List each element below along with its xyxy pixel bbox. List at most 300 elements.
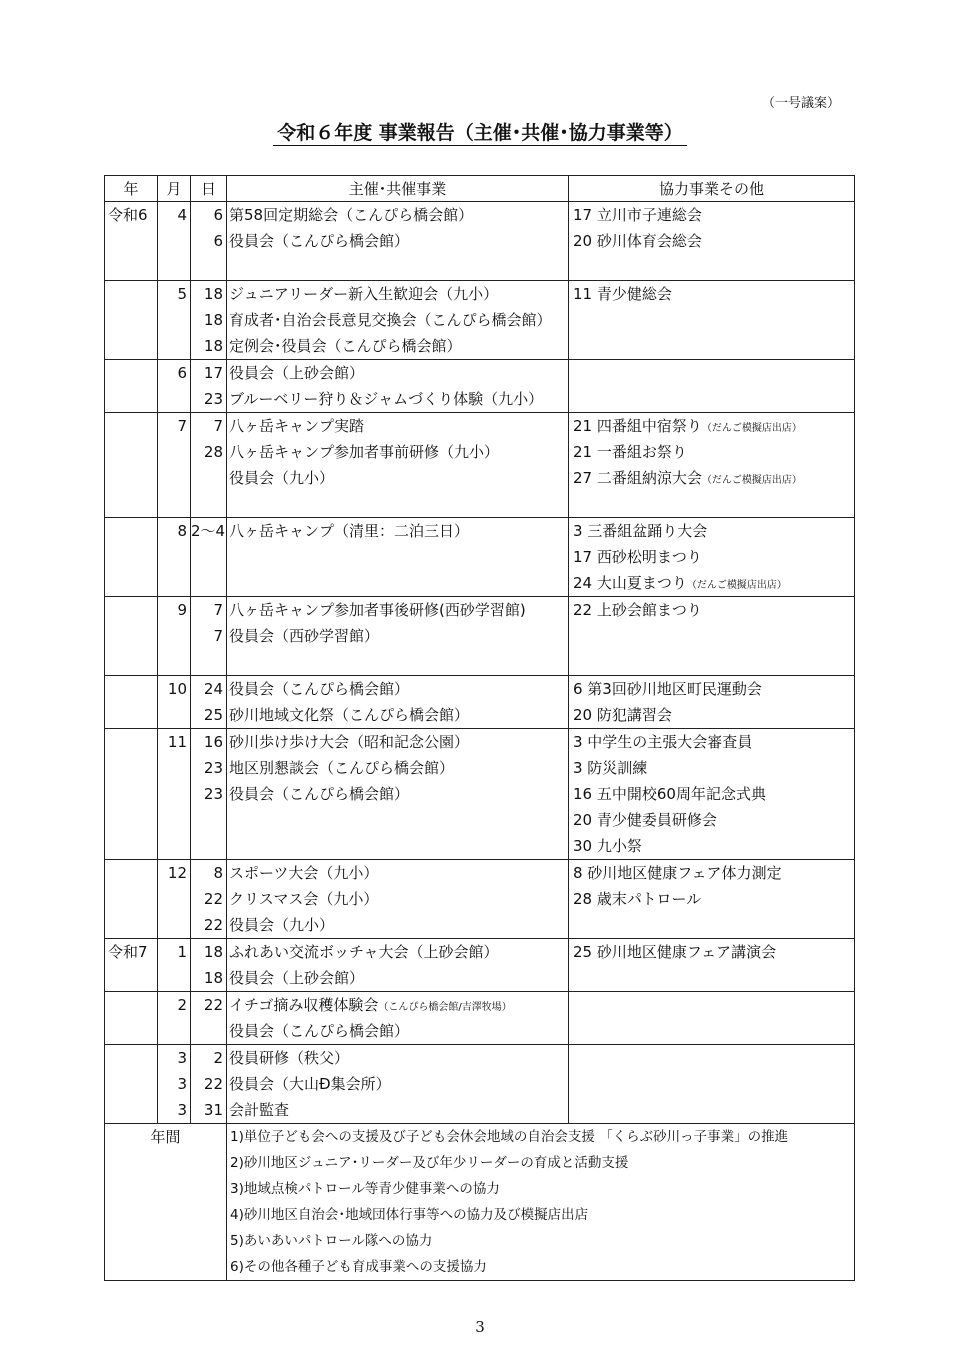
cooperation-event xyxy=(569,939,854,965)
main-event-text: 八ヶ岳キャンプ実踏 xyxy=(229,417,365,435)
month xyxy=(158,623,190,649)
cooperation-event xyxy=(569,1071,854,1097)
main-event xyxy=(227,570,568,596)
cooperation-event xyxy=(569,781,854,807)
main-event-text: 八ヶ岳キャンプ（清里：二泊三日） xyxy=(229,522,470,540)
day xyxy=(191,833,226,859)
day-cell xyxy=(191,597,227,676)
table-row xyxy=(105,939,855,992)
month xyxy=(158,702,190,728)
cooperation-event xyxy=(569,597,854,623)
day xyxy=(191,1045,226,1071)
year xyxy=(105,570,157,596)
main-events-cell xyxy=(227,992,569,1045)
cooperation-cell xyxy=(569,281,855,360)
cooperation-event-text: 28 歳末パトロール xyxy=(573,890,702,908)
main-event-text: ブルーベリー狩り＆ジャムづくり体験（九小） xyxy=(229,390,544,408)
cooperation-event xyxy=(569,965,854,991)
day-cell xyxy=(191,939,227,992)
main-event xyxy=(227,544,568,570)
main-event xyxy=(227,307,568,333)
cooperation-event xyxy=(569,254,854,280)
day-cell xyxy=(191,202,227,281)
main-event-text: 会計監査 xyxy=(229,1101,290,1119)
year-cell xyxy=(105,518,158,597)
cooperation-event-text: 3 三番組盆踊り大会 xyxy=(573,522,708,540)
year xyxy=(105,465,157,491)
table-row xyxy=(105,729,855,860)
table-row xyxy=(105,676,855,729)
header-day: 日 xyxy=(191,176,227,202)
day-cell xyxy=(191,518,227,597)
cooperation-event xyxy=(569,439,854,465)
main-event-text: 役員会（西砂学習館） xyxy=(229,627,380,645)
year-cell xyxy=(105,413,158,518)
day xyxy=(191,386,226,412)
cooperation-event-text: 24 大山夏まつり xyxy=(573,574,687,592)
month xyxy=(158,491,190,517)
month xyxy=(158,965,190,991)
page-title xyxy=(0,118,960,145)
cooperation-event xyxy=(569,202,854,228)
month xyxy=(158,939,190,965)
cooperation-event-text: 20 青少健委員研修会 xyxy=(573,811,717,829)
month-text: 3 xyxy=(177,1049,187,1067)
header-year: 年 xyxy=(105,176,158,202)
day-text: 31 xyxy=(203,1101,223,1119)
day xyxy=(191,649,226,675)
main-event xyxy=(227,702,568,728)
annual-row xyxy=(105,1124,855,1281)
main-event xyxy=(227,807,568,833)
header-main-events: 主催･共催事業 xyxy=(227,176,569,202)
day-cell xyxy=(191,281,227,360)
cooperation-event xyxy=(569,307,854,333)
cooperation-event-text: 21 四番組中宿祭り xyxy=(573,417,702,435)
day xyxy=(191,755,226,781)
month xyxy=(158,413,190,439)
year xyxy=(105,333,157,359)
cooperation-event xyxy=(569,281,854,307)
main-events-cell xyxy=(227,413,569,518)
cooperation-cell xyxy=(569,676,855,729)
month xyxy=(158,518,190,544)
month xyxy=(158,570,190,596)
main-event xyxy=(227,254,568,280)
month xyxy=(158,676,190,702)
month xyxy=(158,649,190,675)
cooperation-event-text: 22 上砂会館まつり xyxy=(573,601,702,619)
month xyxy=(158,333,190,359)
year xyxy=(105,491,157,517)
main-event-text: 役員会（こんぴら橋会館） xyxy=(229,680,410,698)
table-row xyxy=(105,413,855,518)
cooperation-cell xyxy=(569,360,855,413)
year-cell xyxy=(105,939,158,992)
main-event xyxy=(227,1071,568,1097)
month xyxy=(158,860,190,886)
day-cell xyxy=(191,676,227,729)
month-cell xyxy=(158,597,191,676)
month xyxy=(158,386,190,412)
day xyxy=(191,413,226,439)
cooperation-cell xyxy=(569,939,855,992)
month xyxy=(158,729,190,755)
main-event-text: 第58回定期総会（こんぴら橋会館） xyxy=(229,206,474,224)
day xyxy=(191,781,226,807)
cooperation-event xyxy=(569,755,854,781)
cooperation-cell xyxy=(569,597,855,676)
annual-item-text: 5)あいあいパトロール隊への協力 xyxy=(230,1233,433,1249)
month-cell xyxy=(158,992,191,1045)
day xyxy=(191,729,226,755)
day xyxy=(191,360,226,386)
main-event xyxy=(227,649,568,675)
main-events-cell xyxy=(227,360,569,413)
main-event-text: スポーツ大会（九小） xyxy=(229,864,379,882)
day-text: 7 xyxy=(213,417,223,435)
day xyxy=(191,1018,226,1044)
main-event xyxy=(227,1018,568,1044)
month-text: 6 xyxy=(177,364,187,382)
month xyxy=(158,912,190,938)
table-row xyxy=(105,1045,855,1124)
cooperation-event-text: 6 第3回砂川地区町民運動会 xyxy=(573,680,762,698)
day xyxy=(191,912,226,938)
table-row xyxy=(105,281,855,360)
day xyxy=(191,1097,226,1123)
main-events-cell xyxy=(227,518,569,597)
year xyxy=(105,729,157,755)
main-event-text: 役員会（九小） xyxy=(229,916,335,934)
main-event-text: 砂川歩け歩け大会（昭和記念公園） xyxy=(229,733,470,751)
day xyxy=(191,518,226,544)
year-text: 令和6 xyxy=(108,206,148,224)
day-text: 18 xyxy=(203,337,223,355)
cooperation-event xyxy=(569,360,854,386)
day xyxy=(191,254,226,280)
cooperation-event xyxy=(569,228,854,254)
month xyxy=(158,1097,190,1123)
year xyxy=(105,649,157,675)
main-event-text: 役員会（上砂会館） xyxy=(229,969,365,987)
month xyxy=(158,807,190,833)
month xyxy=(158,228,190,254)
year xyxy=(105,992,157,1018)
cooperation-event-text: 16 五中開校60周年記念式典 xyxy=(573,785,766,803)
main-event xyxy=(227,1097,568,1123)
table-row xyxy=(105,597,855,676)
day xyxy=(191,702,226,728)
year xyxy=(105,965,157,991)
annual-item-text: 1)単位子ども会への支援及び子ども会休会地域の自治会支援 「くらぶ砂川っ子事業」の推進 xyxy=(230,1129,789,1145)
day-text: 2 xyxy=(213,1049,223,1067)
main-event xyxy=(227,202,568,228)
year xyxy=(105,518,157,544)
main-event-text: 役員研修（秩父） xyxy=(229,1049,350,1067)
year xyxy=(105,1097,157,1123)
main-event-text: ジュニアリーダー新入生歓迎会（九小） xyxy=(229,285,499,303)
main-events-cell xyxy=(227,729,569,860)
main-event-text: 砂川地域文化祭（こんぴら橋会館） xyxy=(229,706,470,724)
year xyxy=(105,281,157,307)
month-cell xyxy=(158,1045,191,1124)
cooperation-event xyxy=(569,992,854,1018)
main-event xyxy=(227,833,568,859)
month xyxy=(158,465,190,491)
month xyxy=(158,1045,190,1071)
report-table xyxy=(104,175,855,1281)
day xyxy=(191,570,226,596)
main-event-text: 定例会･役員会（こんぴら橋会館） xyxy=(229,337,462,355)
cooperation-event-text: 20 砂川体育会総会 xyxy=(573,232,702,250)
day xyxy=(191,491,226,517)
year xyxy=(105,807,157,833)
main-event xyxy=(227,465,568,491)
main-event xyxy=(227,781,568,807)
main-events-cell xyxy=(227,1045,569,1124)
day xyxy=(191,439,226,465)
main-event-text: 地区別懇談会（こんぴら橋会館） xyxy=(229,759,455,777)
main-event xyxy=(227,860,568,886)
month xyxy=(158,439,190,465)
day-text: 17 xyxy=(203,364,223,382)
cooperation-event xyxy=(569,413,854,439)
main-event-text: 役員会（大山Ð集会所） xyxy=(229,1075,391,1093)
year xyxy=(105,360,157,386)
day xyxy=(191,202,226,228)
month-text: 8 xyxy=(177,522,187,540)
day-cell xyxy=(191,860,227,939)
day-text: 18 xyxy=(203,943,223,961)
main-event xyxy=(227,228,568,254)
main-event xyxy=(227,518,568,544)
cooperation-event xyxy=(569,702,854,728)
cooperation-event xyxy=(569,1097,854,1123)
day xyxy=(191,965,226,991)
day-text: 23 xyxy=(203,390,223,408)
year-cell xyxy=(105,1045,158,1124)
month-text: 2 xyxy=(177,996,187,1014)
day-text: 25 xyxy=(203,706,223,724)
month-text: 10 xyxy=(167,680,187,698)
day-text: 28 xyxy=(203,443,223,461)
year xyxy=(105,307,157,333)
main-event xyxy=(227,333,568,359)
cooperation-cell xyxy=(569,1045,855,1124)
cooperation-event xyxy=(569,807,854,833)
cooperation-event-text: 3 防災訓練 xyxy=(573,759,648,777)
day-text: 24 xyxy=(203,680,223,698)
main-event xyxy=(227,491,568,517)
cooperation-event xyxy=(569,649,854,675)
month-text: 4 xyxy=(177,206,187,224)
year xyxy=(105,702,157,728)
cooperation-event xyxy=(569,465,854,491)
cooperation-event-text: 25 砂川地区健康フェア講演会 xyxy=(573,943,777,961)
day xyxy=(191,886,226,912)
year xyxy=(105,833,157,859)
day-text: 7 xyxy=(213,601,223,619)
cooperation-event-text: 20 防犯講習会 xyxy=(573,706,672,724)
year-cell xyxy=(105,992,158,1045)
table-row xyxy=(105,518,855,597)
day-text: 16 xyxy=(203,733,223,751)
cooperation-event-text: 21 一番組お祭り xyxy=(573,443,687,461)
day xyxy=(191,860,226,886)
header-cooperation: 協力事業その他 xyxy=(569,176,855,202)
annual-item xyxy=(227,1202,854,1228)
annual-item-text: 4)砂川地区自治会･地域団体行事等への協力及び模擬店出店 xyxy=(230,1207,589,1223)
cooperation-cell xyxy=(569,202,855,281)
year xyxy=(105,623,157,649)
month-text: 9 xyxy=(177,601,187,619)
year xyxy=(105,676,157,702)
main-event xyxy=(227,597,568,623)
main-event xyxy=(227,912,568,938)
main-event xyxy=(227,623,568,649)
main-event xyxy=(227,360,568,386)
month xyxy=(158,307,190,333)
day-text: 23 xyxy=(203,759,223,777)
note-text: （こんぴら橋会館/吉澤牧場） xyxy=(378,1002,512,1013)
main-event-text: 役員会（こんぴら橋会館） xyxy=(229,1022,410,1040)
month xyxy=(158,1018,190,1044)
main-events-cell xyxy=(227,860,569,939)
cooperation-event xyxy=(569,333,854,359)
main-event xyxy=(227,386,568,412)
main-event xyxy=(227,729,568,755)
year-cell xyxy=(105,281,158,360)
cooperation-event xyxy=(569,1045,854,1071)
day-text: 18 xyxy=(203,311,223,329)
day-cell xyxy=(191,729,227,860)
year xyxy=(105,202,157,228)
day-text: 6 xyxy=(213,232,223,250)
day xyxy=(191,807,226,833)
day-text: 2～4 xyxy=(191,522,226,540)
month-cell xyxy=(158,360,191,413)
year xyxy=(105,1018,157,1044)
month-cell xyxy=(158,413,191,518)
cooperation-event xyxy=(569,1018,854,1044)
day xyxy=(191,597,226,623)
month xyxy=(158,755,190,781)
month xyxy=(158,597,190,623)
cooperation-event xyxy=(569,518,854,544)
main-events-cell xyxy=(227,939,569,992)
month-cell xyxy=(158,518,191,597)
month-text: 7 xyxy=(177,417,187,435)
report-body xyxy=(105,202,855,1124)
cooperation-event xyxy=(569,729,854,755)
table-row xyxy=(105,992,855,1045)
cooperation-cell xyxy=(569,729,855,860)
month xyxy=(158,202,190,228)
month xyxy=(158,1071,190,1097)
annual-item xyxy=(227,1176,854,1202)
main-event-text: 八ヶ岳キャンプ参加者事前研修（九小） xyxy=(229,443,500,461)
year-cell xyxy=(105,597,158,676)
month xyxy=(158,992,190,1018)
agenda-label: （一号議案） xyxy=(761,96,840,111)
day-text: 7 xyxy=(213,627,223,645)
month-text: 11 xyxy=(167,733,187,751)
day-text: 22 xyxy=(203,1075,223,1093)
table-row xyxy=(105,202,855,281)
header-month: 月 xyxy=(158,176,191,202)
year xyxy=(105,413,157,439)
cooperation-event xyxy=(569,912,854,938)
year-cell xyxy=(105,860,158,939)
main-event-text: 役員会（九小） xyxy=(229,469,335,487)
month-text: 12 xyxy=(167,864,187,882)
day xyxy=(191,544,226,570)
cooperation-event xyxy=(569,570,854,596)
main-event xyxy=(227,439,568,465)
annual-item-text: 6)その他各種子ども育成事業への支援協力 xyxy=(230,1259,487,1275)
cooperation-event xyxy=(569,623,854,649)
year xyxy=(105,439,157,465)
cooperation-event xyxy=(569,886,854,912)
day xyxy=(191,623,226,649)
annual-item-text: 3)地域点検パトロール等青少健事業への協力 xyxy=(230,1181,500,1197)
year xyxy=(105,912,157,938)
main-events-cell xyxy=(227,676,569,729)
month-cell xyxy=(158,202,191,281)
day xyxy=(191,307,226,333)
cooperation-event xyxy=(569,833,854,859)
day-text: 6 xyxy=(213,206,223,224)
main-events-cell xyxy=(227,202,569,281)
year xyxy=(105,781,157,807)
month xyxy=(158,254,190,280)
year xyxy=(105,228,157,254)
cooperation-event xyxy=(569,386,854,412)
main-event-text: 八ヶ岳キャンプ参加者事後研修(西砂学習館) xyxy=(229,601,526,619)
main-event-text: 役員会（こんぴら橋会館） xyxy=(229,232,410,250)
year-text: 令和7 xyxy=(108,943,148,961)
cooperation-event xyxy=(569,860,854,886)
month-cell xyxy=(158,939,191,992)
day-cell xyxy=(191,360,227,413)
month-cell xyxy=(158,860,191,939)
annual-item xyxy=(227,1124,854,1150)
main-event xyxy=(227,281,568,307)
month xyxy=(158,544,190,570)
year xyxy=(105,597,157,623)
day-text: 22 xyxy=(203,890,223,908)
annual-item xyxy=(227,1254,854,1280)
year xyxy=(105,755,157,781)
day-cell xyxy=(191,413,227,518)
main-events-cell xyxy=(227,281,569,360)
year xyxy=(105,254,157,280)
cooperation-event-text: 30 九小祭 xyxy=(573,837,642,855)
day-text: 22 xyxy=(203,996,223,1014)
year xyxy=(105,386,157,412)
main-event-text: 役員会（上砂会館） xyxy=(229,364,365,382)
main-event xyxy=(227,1045,568,1071)
year-cell xyxy=(105,729,158,860)
month-cell xyxy=(158,676,191,729)
day-text: 8 xyxy=(213,864,223,882)
annual-label: 年間 xyxy=(150,1128,181,1146)
main-event xyxy=(227,965,568,991)
cooperation-cell xyxy=(569,992,855,1045)
year xyxy=(105,860,157,886)
month-cell xyxy=(158,729,191,860)
